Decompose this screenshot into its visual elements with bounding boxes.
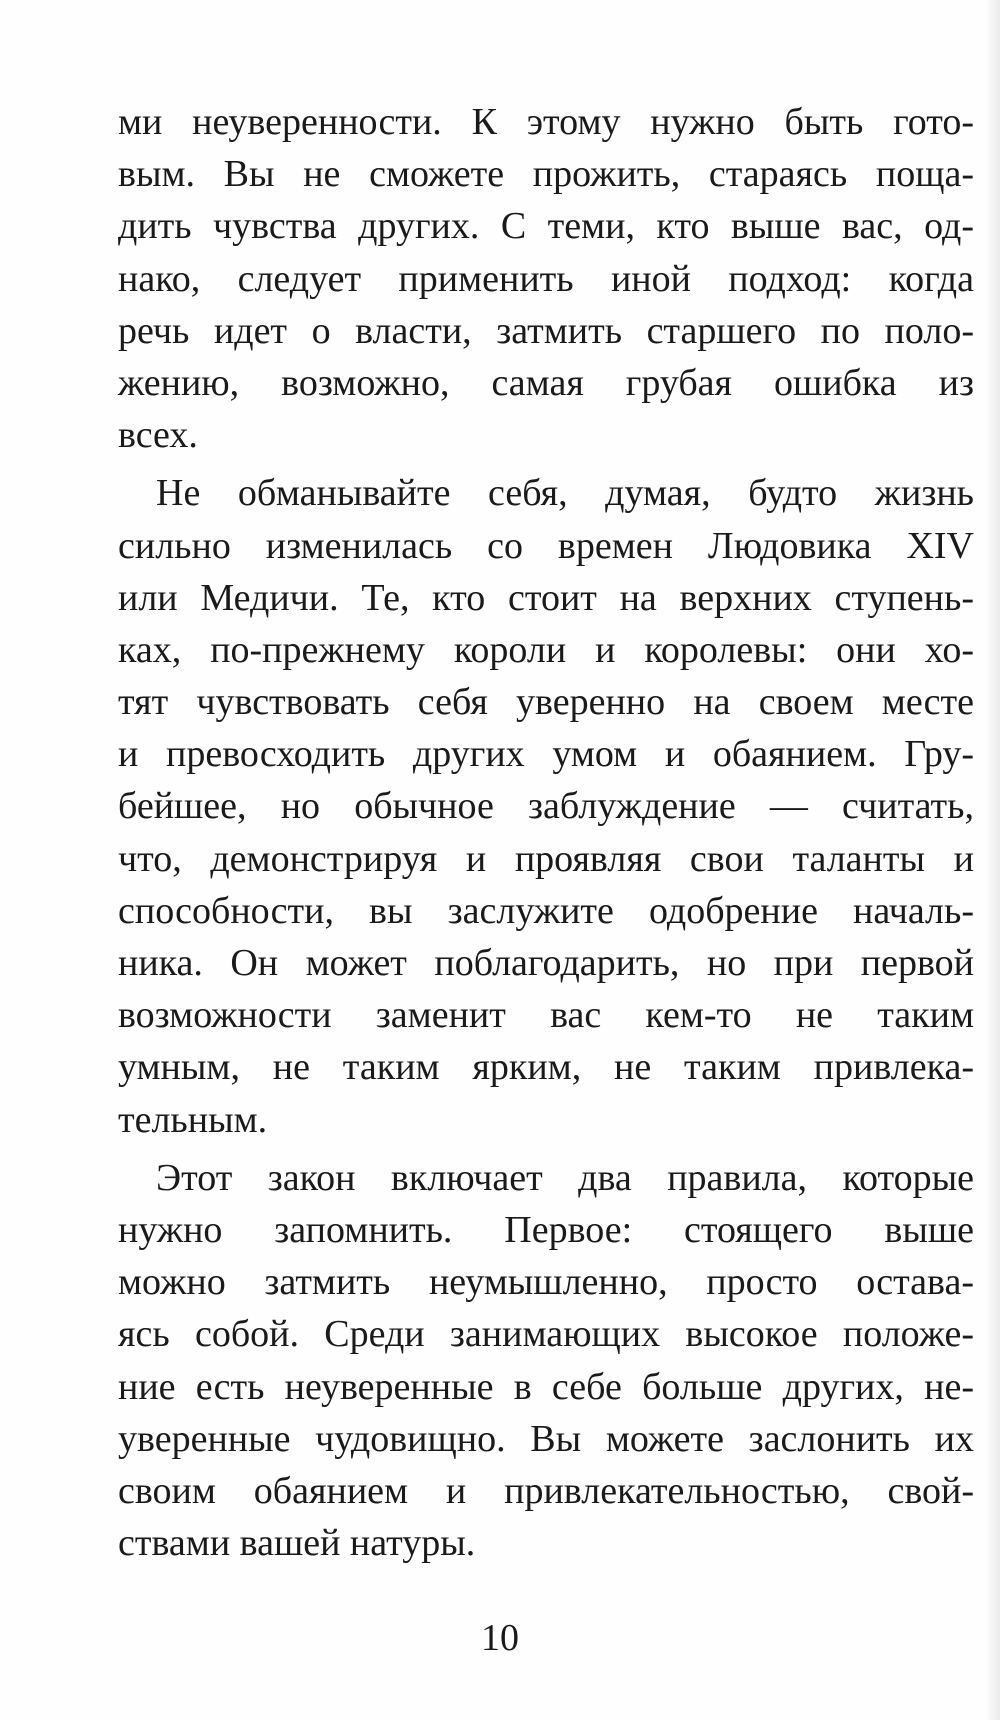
text-line: возможности заменит вас кем-то не таким: [118, 994, 974, 1037]
body-text: [118, 96, 974, 1569]
paragraph-1: [118, 96, 974, 461]
text-line: Этот закон включает два правила, которые: [156, 1156, 974, 1199]
text-line: способности, вы заслужите одобрение началь-: [118, 889, 974, 932]
text-line: уверенные чудовищно. Вы можете заслонить их: [118, 1417, 974, 1460]
text-line: своим обаянием и привлекательностью, свой-: [118, 1469, 974, 1512]
text-line: ние есть неуверенные в себе больше других, не-: [118, 1365, 974, 1408]
text-line: тельным.: [118, 1098, 268, 1141]
page-edge-shadow: [986, 0, 1000, 1720]
text-line: жению, возможно, самая грубая ошибка из: [118, 361, 974, 404]
text-line: бейшее, но обычное заблуждение — считать,: [118, 785, 974, 828]
text-line: Не обманывайте себя, думая, будто жизнь: [156, 472, 974, 515]
text-line: нужно запомнить. Первое: стоящего выше: [118, 1208, 974, 1251]
text-line: дить чувства других. С теми, кто выше вас, од-: [118, 205, 974, 248]
text-line: сильно изменилась со времен Людовика XIV: [118, 524, 974, 567]
text-line: умным, не таким ярким, не таким привлека-: [118, 1046, 974, 1089]
text-line: вым. Вы не сможете прожить, стараясь поща-: [118, 153, 974, 196]
text-line: и превосходить других умом и обаянием. Гру-: [118, 733, 974, 776]
paragraph-3: [118, 1152, 974, 1570]
text-line: ника. Он может поблагодарить, но при первой: [118, 942, 974, 984]
text-line: ках, по-прежнему короли и королевы: они хо-: [118, 628, 974, 671]
text-line: можно затмить неумышленно, просто остава-: [118, 1261, 974, 1304]
text-line: тят чувствовать себя уверенно на своем месте: [118, 681, 974, 724]
page-number: 10: [481, 1617, 519, 1659]
text-line: или Медичи. Те, кто стоит на верхних ступень-: [118, 576, 974, 619]
text-line: речь идет о власти, затмить старшего по поло-: [118, 309, 974, 352]
text-line: ми неуверенности. К этому нужно быть гото-: [118, 101, 974, 143]
text-line: всех.: [118, 414, 198, 457]
paragraph-2: [118, 467, 974, 1145]
text-line: что, демонстрируя и проявляя свои таланты и: [118, 837, 974, 880]
text-line: ясь собой. Среди занимающих высокое положе-: [118, 1313, 974, 1356]
text-line: нако, следует применить иной подход: когда: [118, 257, 974, 300]
text-line: ствами вашей натуры.: [118, 1522, 476, 1565]
